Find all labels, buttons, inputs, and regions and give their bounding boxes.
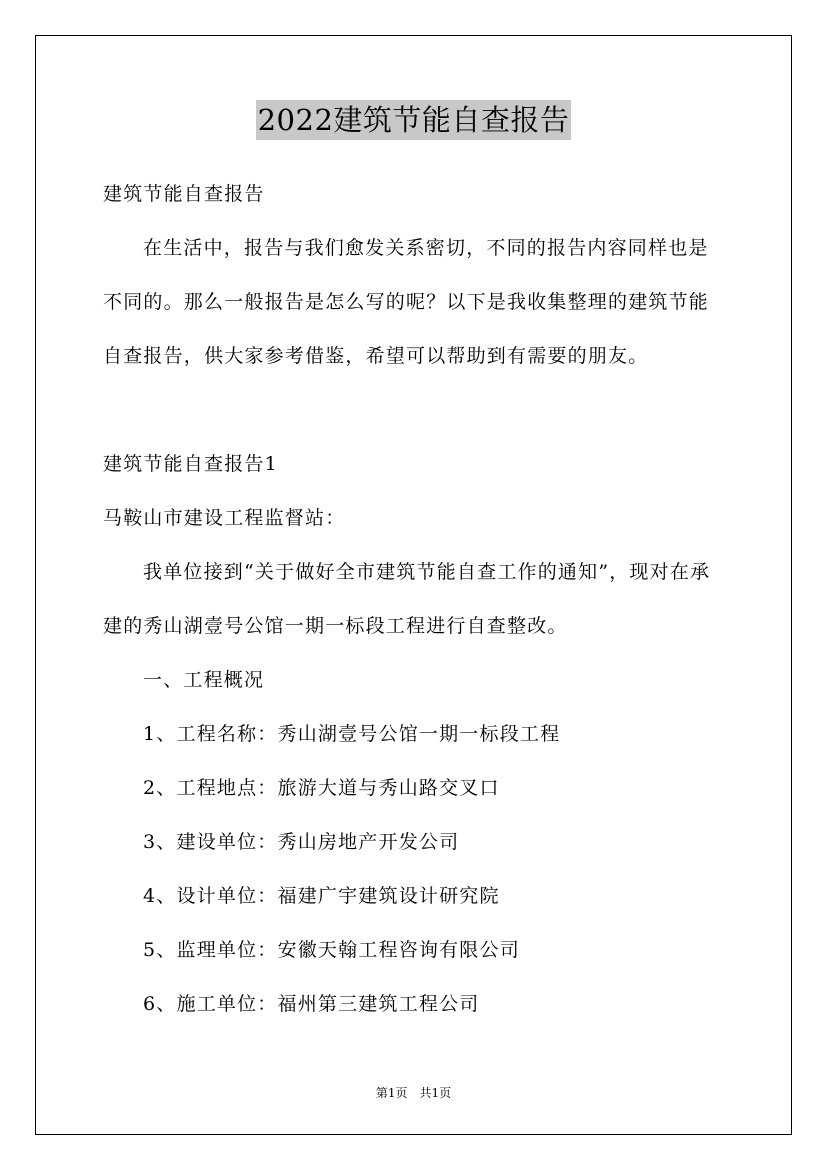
- overview-heading: 一、工程概况: [143, 669, 265, 691]
- overview-item: 1、工程名称：秀山湖壹号公馆一期一标段工程: [143, 723, 561, 745]
- body-line-1: 我单位接到“关于做好全市建筑节能自查工作的通知”，现对在承: [143, 561, 711, 583]
- title-container: [0, 100, 827, 140]
- overview-item: 4、设计单位：福建广宇建筑设计研究院: [143, 885, 500, 907]
- intro-line-1: 在生活中，报告与我们愈发关系密切，不同的报告内容同样也是: [143, 237, 709, 259]
- page-number-footer: 第1页 共1页: [375, 1086, 452, 1100]
- intro-line-2: 不同的。那么一般报告是怎么写的呢？以下是我收集整理的建筑节能: [103, 291, 710, 313]
- document-title: 2022建筑节能自查报告: [256, 100, 572, 140]
- body-line-2: 建的秀山湖壹号公馆一期一标段工程进行自查整改。: [103, 615, 568, 637]
- recipient-line: 马鞍山市建设工程监督站：: [103, 507, 346, 529]
- document-subtitle: 建筑节能自查报告: [103, 183, 265, 205]
- intro-line-3: 自查报告，供大家参考借鉴，希望可以帮助到有需要的朋友。: [103, 345, 649, 367]
- overview-item: 6、施工单位：福州第三建筑工程公司: [143, 993, 480, 1015]
- overview-item: 5、监理单位：安徽天翰工程咨询有限公司: [143, 939, 520, 961]
- overview-item: 3、建设单位：秀山房地产开发公司: [143, 831, 460, 853]
- overview-item: 2、工程地点：旅游大道与秀山路交叉口: [143, 777, 500, 799]
- section-heading: 建筑节能自查报告1: [103, 453, 278, 475]
